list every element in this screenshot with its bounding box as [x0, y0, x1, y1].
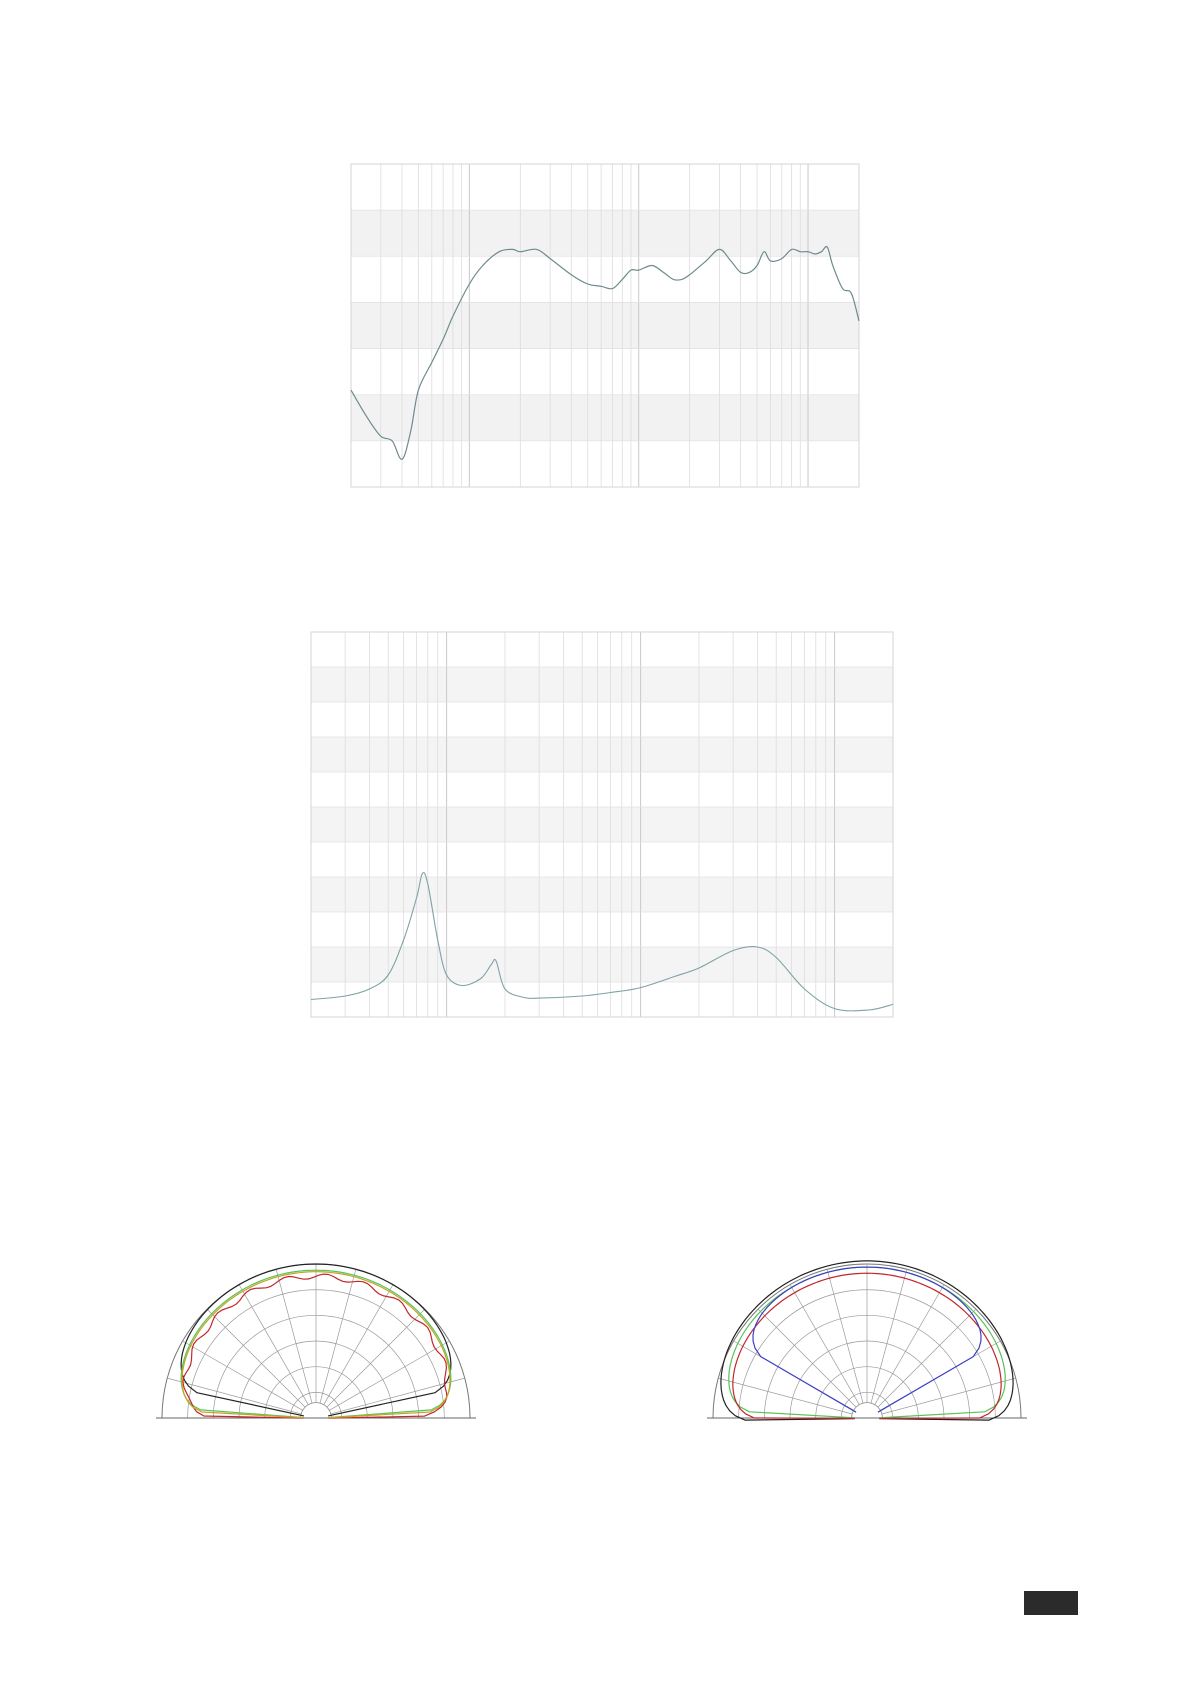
- polar-center-hub: [301, 1403, 332, 1418]
- grid-band: [311, 737, 893, 772]
- grid-band: [351, 210, 859, 256]
- grid-band: [311, 877, 893, 912]
- polar-spoke: [183, 1341, 303, 1410]
- polar-spoke: [790, 1285, 859, 1405]
- impedance-chart: [311, 632, 893, 1017]
- grid-band: [311, 807, 893, 842]
- polar-spoke: [239, 1285, 308, 1405]
- polar-spoke: [329, 1341, 449, 1410]
- grid-band: [311, 947, 893, 982]
- polar-plot-right: [707, 1261, 1027, 1420]
- frequency-response-chart: [351, 164, 859, 487]
- polar-center-hub: [852, 1403, 883, 1418]
- grid-band: [311, 667, 893, 702]
- grid-band: [351, 395, 859, 441]
- polar-plot-left: [156, 1264, 476, 1418]
- polar-spoke: [324, 1285, 393, 1405]
- page-number-badge: [1024, 1591, 1078, 1615]
- polar-spoke: [875, 1285, 944, 1405]
- grid-band: [351, 302, 859, 348]
